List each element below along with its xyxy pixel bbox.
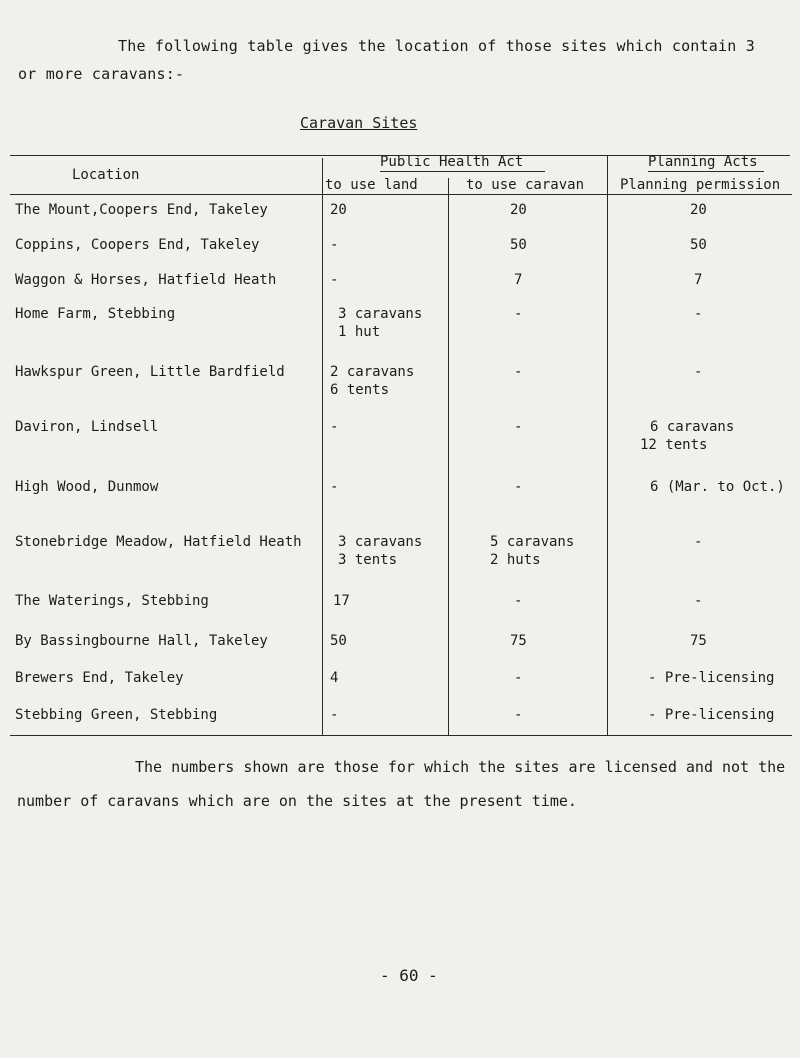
cell-land-line2: 6 tents (330, 382, 390, 398)
row-location: The Waterings, Stebbing (15, 593, 209, 609)
cell-land: - (330, 237, 339, 253)
cell-planning: 6 caravans (650, 419, 735, 435)
cell-caravan: - (514, 306, 523, 322)
column-divider-2 (448, 178, 449, 735)
row-location: Hawkspur Green, Little Bardfield (15, 364, 285, 380)
cell-land: - (330, 272, 339, 288)
cell-land: - (330, 419, 339, 435)
cell-planning: - (694, 364, 703, 380)
row-location: By Bassingbourne Hall, Takeley (15, 633, 268, 649)
cell-caravan: - (514, 364, 523, 380)
row-location: Daviron, Lindsell (15, 419, 159, 435)
cell-planning-line2: 12 tents (640, 437, 708, 453)
table-title: Caravan Sites (300, 114, 418, 132)
cell-planning: - (694, 306, 703, 322)
row-location: Coppins, Coopers End, Takeley (15, 237, 260, 253)
cell-caravan: 50 (510, 237, 527, 253)
footnote (17, 758, 786, 810)
cell-caravan: 75 (510, 633, 527, 649)
intro-line-1: The following table gives the location of those sites which contain 3 (118, 37, 755, 55)
cell-land: 3 caravans (338, 534, 423, 550)
cell-planning: 75 (690, 633, 707, 649)
row-location: The Mount,Coopers End, Takeley (15, 202, 268, 218)
cell-land: 3 caravans (338, 306, 423, 322)
cell-caravan: - (514, 593, 523, 609)
cell-caravan: - (514, 707, 523, 723)
row-location: Waggon & Horses, Hatfield Heath (15, 272, 277, 288)
cell-land-line2: 1 hut (338, 324, 381, 340)
cell-caravan: - (514, 670, 523, 686)
row-location: High Wood, Dunmow (15, 479, 159, 495)
row-location: Stebbing Green, Stebbing (15, 707, 218, 723)
cell-planning: - (694, 534, 703, 550)
cell-land: 20 (330, 202, 347, 218)
row-location: Home Farm, Stebbing (15, 306, 176, 322)
header-to-use-land: to use land (325, 177, 418, 193)
cell-caravan: 20 (510, 202, 527, 218)
footnote-line-1: The numbers shown are those for which the sites are licensed and not the (135, 758, 786, 776)
cell-land: 50 (330, 633, 347, 649)
header-public-health-act: Public Health Act (380, 154, 524, 170)
cell-land: 17 (333, 593, 350, 609)
cell-land: 4 (330, 670, 339, 686)
header-location: Location (72, 167, 140, 183)
public-health-underline (380, 171, 545, 172)
cell-caravan: 7 (514, 272, 523, 288)
page-number: - 60 - (380, 966, 438, 985)
cell-planning: - (694, 593, 703, 609)
planning-acts-underline (648, 171, 764, 172)
header-to-use-caravan: to use caravan (466, 177, 585, 193)
row-location: Brewers End, Takeley (15, 670, 184, 686)
intro-line-2: or more caravans:- (18, 65, 185, 83)
header-planning-acts: Planning Acts (648, 154, 758, 170)
footnote-line-2: number of caravans which are on the sites at the present time. (17, 792, 577, 810)
cell-land: 2 caravans (330, 364, 415, 380)
cell-planning: 6 (Mar. to Oct.) (650, 479, 785, 495)
cell-caravan-line2: 2 huts (490, 552, 541, 568)
cell-land: - (330, 479, 339, 495)
row-location: Stonebridge Meadow, Hatfield Heath (15, 534, 302, 550)
cell-planning: 20 (690, 202, 707, 218)
header-planning-permission: Planning permission (620, 177, 781, 193)
cell-planning: 50 (690, 237, 707, 253)
cell-planning: 7 (694, 272, 703, 288)
column-divider-3 (607, 155, 608, 735)
header-bottom-rule (10, 194, 792, 195)
cell-planning: - Pre-licensing (648, 670, 775, 686)
table-bottom-rule (10, 735, 792, 736)
cell-caravan: - (514, 419, 523, 435)
cell-land-line2: 3 tents (338, 552, 398, 568)
cell-caravan: 5 caravans (490, 534, 575, 550)
column-divider-1 (322, 158, 323, 735)
cell-caravan: - (514, 479, 523, 495)
cell-planning: - Pre-licensing (648, 707, 775, 723)
cell-land: - (330, 707, 339, 723)
